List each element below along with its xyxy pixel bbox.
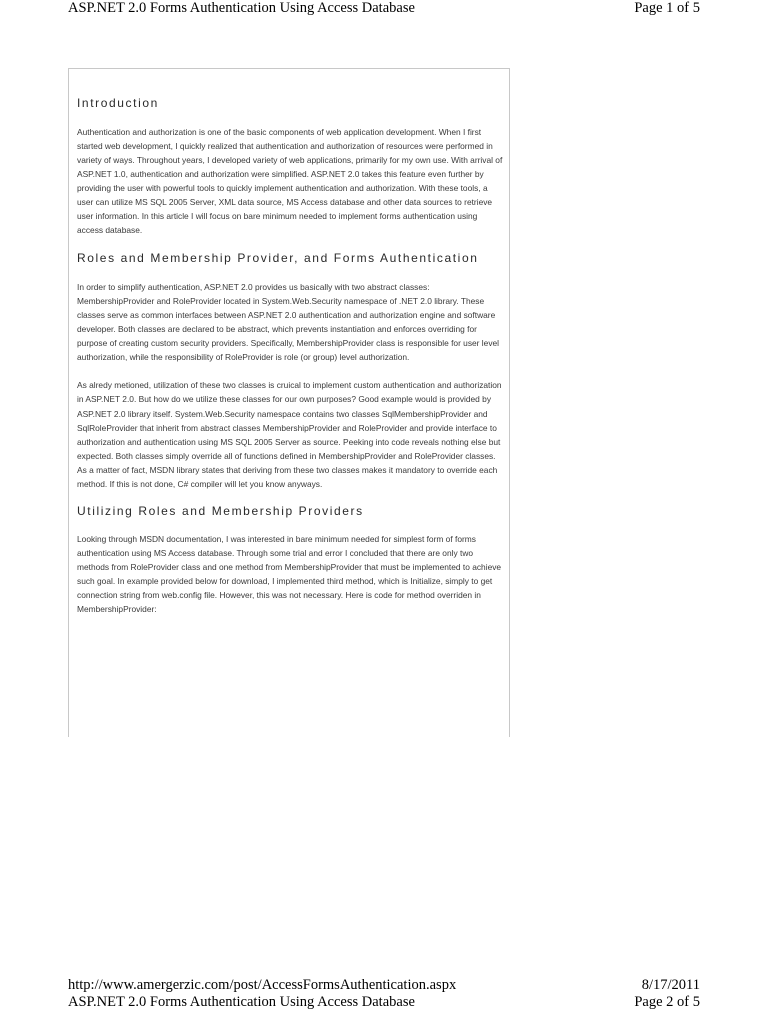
next-page-number: Page 2 of 5 (634, 994, 700, 1010)
source-url[interactable]: http://www.amergerzic.com/post/AccessFormsAuthentication.aspx (68, 977, 457, 993)
next-document-title: ASP.NET 2.0 Forms Authentication Using Access Database (68, 994, 415, 1010)
section-heading-utilizing: Utilizing Roles and Membership Providers (77, 504, 364, 519)
paragraph-roles-1: In order to simplify authentication, ASP.NET 2.0 provides us basically with two abstract classes: MembershipProvider and RoleProvider located in System.Web.Security namespace of .NET 2.0 library. These classes serve as common interfaces between ASP.NET 2.0 authentication and authorization engine and software developer. Both classes are declared to be abstract, which prevents instantiation and enforces overriding for purpose of creating custom security providers. Specifically, MembershipProvider class is responsible for user level authorization, while the responsibility of RoleProvider is role (or group) level authorization. (77, 281, 500, 363)
page-header (0, 0, 768, 20)
paragraph-introduction: Authentication and authorization is one of the basic components of web application development. When I first started web development, I quickly realized that authentication and authorization of resources were performed in variety of ways. Throughout years, I developed variety of web applications, primarily for my own use. With arrival of ASP.NET 1.0, authentication and authorization were simplified. ASP.NET 2.0 takes this feature even further by providing the user with powerful tools to quickly implement authentication and authorization. With these tools, a user can utilize MS SQL 2005 Server, XML data source, MS Access database and other data sources to retrieve user information. In this article I will focus on bare minimum needed to implement forms authentication using access database. (77, 126, 503, 236)
section-heading-introduction: Introduction (77, 96, 159, 110)
article-content (77, 96, 505, 616)
paragraph-roles-2: As alredy metioned, utilization of these two classes is cruical to implement custom authentication and authorization in ASP.NET 2.0. But how do we utilize these classes for our own purposes? Good example would is provided by ASP.NET 2.0 library itself. System.Web.Security namespace contains two classes SqlMembershipProvider and SqlRoleProvider that inherit from abstract classes MembershipProvider and RoleProvider and provide interface to authorization and authentication using MS SQL 2005 Server as source. Peeking into code reveals nothing else but expected. Both classes simply override all of functions defined in MembershipProvider and RoleProvider classes. As a matter of fact, MSDN library states that deriving from these two classes makes it mandatory to override each method. If this is not done, C# compiler will let you know anyways. (77, 380, 502, 489)
page-number: Page 1 of 5 (634, 0, 700, 16)
document-title: ASP.NET 2.0 Forms Authentication Using Access Database (68, 0, 415, 16)
next-page-header (0, 994, 768, 1014)
paragraph-utilizing: Looking through MSDN documentation, I was interested in bare minimum needed for simplest form of forms authentication using MS Access database. Through some trial and error I concluded that there are only two methods from RoleProvider class and one method from MembershipProvider that must be implemented to achieve such goal. In example provided below for download, I implemented third method, which is Initialize, simply to get connection string from web.config file. However, this was not necessary. Here is code for method overriden in MembershipProvider: (77, 533, 502, 615)
article-frame (68, 68, 510, 737)
section-heading-roles-membership: Roles and Membership Provider, and Forms Authentication (77, 251, 479, 266)
print-date: 8/17/2011 (641, 977, 700, 993)
